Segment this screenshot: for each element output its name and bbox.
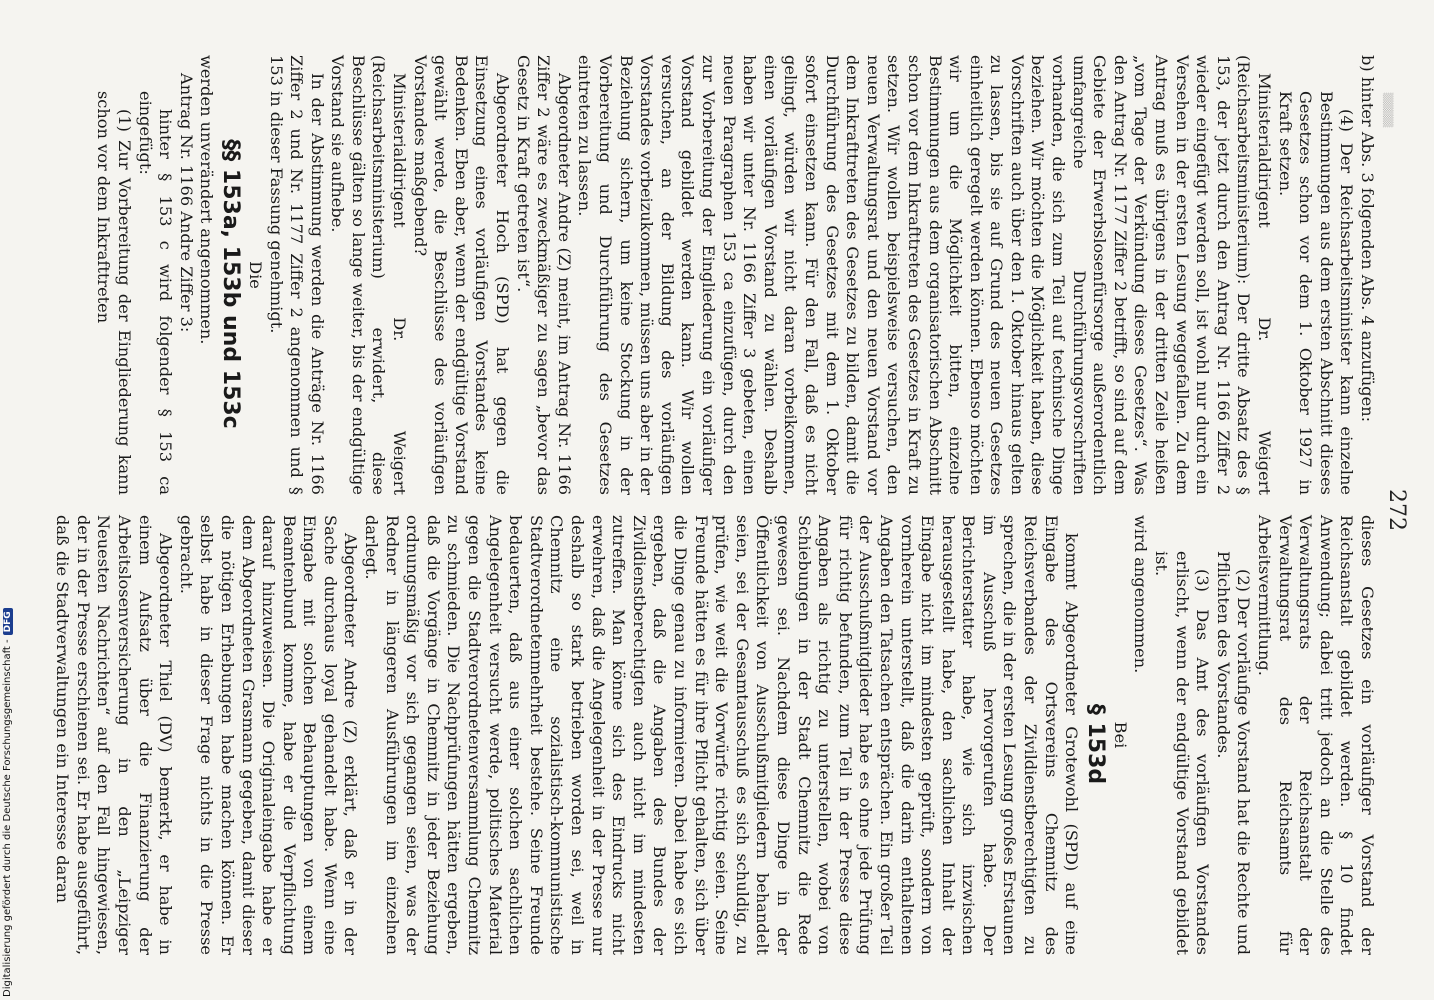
scanned-sheet bbox=[22, 0, 1434, 1000]
paragraph: (4) Der Reichsarbeitsminister kann einzelne Bestimmungen aus dem ersten Abschnitt dieses Gesetzes schon vor dem 1. Oktober 1927 in Kraft setzen. bbox=[1275, 91, 1357, 495]
paragraph: hinter § 153 c wird folgender § 153 ca eingefügt: bbox=[135, 91, 176, 495]
rotated-document-page bbox=[53, 40, 1409, 960]
credit-text: Digitalisierung gefördert durch die Deutsche Forschungsgemeinschaft - bbox=[2, 639, 13, 997]
paragraph: Antrag Nr. 1166 Andre Ziffer 3: bbox=[176, 73, 196, 333]
paragraph: Abgeordneter Hoch (SPD) hat gegen die Einsetzung eines vorläufigen Vorstandes keine Bedenken. Eben aber, wenn der endgültige Vorstand gewählt werde, die Beschlüsse des vorläufigen Vorstandes maßgebend? bbox=[410, 55, 513, 495]
paragraph: Abgeordneter Andre (Z) erklärt, daß er in der Sache durchaus loyal gehandelt habe. Wenn eine Eingabe mit solchen Behauptungen von einem Beamtenbund komme, habe er die Verpflichtung darauf hinzuweisen. Die Originaleingabe habe er dem Abgeordneten Grasmann gegeben, damit dieser die nötigen Erhebungen habe machen können. Er selbst habe in dieser Frage nichts in die Presse gebracht. bbox=[176, 515, 361, 955]
paragraph: dieses Gesetzes ein vorläufiger Vorstand der Reichsanstalt gebildet werden. § 10 findet Anwendung; dabei tritt jedoch an die Stelle des Verwaltungsrats der Reichsanstalt der Verwaltungsrat des Reichsamts für Arbeitsvermittlung. bbox=[1255, 515, 1377, 955]
paragraph: wird angenommen. bbox=[1131, 515, 1151, 674]
paragraph: Abgeordneter Andre (Z) meint, im Antrag Nr. 1166 Ziffer 2 wäre es zweckmäßiger zu sagen „bevor das Gesetz in Kraft getreten ist“. bbox=[513, 55, 574, 495]
paragraph: Abgeordneter Thiel (DV) bemerkt, er habe in einem Aufsatz über die Finanzierung der Arbeitslosenversicherung in den „Leipziger Neuesten Nachrichten“ auf den Fall hingewiesen, der in der Presse erschienen sei. Er habe ausgeführt, daß die Stadtverwaltungen ein Interesse daran bbox=[53, 515, 176, 955]
digitization-credit bbox=[2, 0, 13, 997]
paragraph: (2) Der vorläufige Vorstand hat die Rechte und Pflichten des Vorstandes. bbox=[1213, 551, 1254, 955]
page-number: 272 bbox=[1384, 489, 1409, 531]
paragraph: (3) Das Amt des vorläufigen Vorstandes erlischt, wenn der endgültige Vorstand gebildet ist. bbox=[1152, 551, 1213, 955]
text-column-right bbox=[53, 515, 1377, 955]
digitization-credit-strip bbox=[0, 0, 22, 1000]
paragraph: werden unverändert angenommen. bbox=[197, 55, 217, 345]
paragraph: Bei bbox=[1110, 721, 1130, 749]
text-column-left bbox=[94, 55, 1377, 495]
section-heading: §§ 153a, 153b und 153c bbox=[218, 139, 244, 429]
paragraph: (1) Zur Vorbereitung der Eingliederung kann schon vor dem Inkrafttreten bbox=[94, 91, 134, 495]
paragraph: In der Abstimmung werden die Anträge Nr. 1166 Ziffer 2 und Nr. 1177 Ziffer 2 angenommen und § 153 in dieser Fassung genehmigt. bbox=[266, 55, 327, 495]
paragraph: Ministerialdirigent Dr. Weigert (Reichsarbeitsministerium): Der dritte Absatz des § 153, der jetzt durch den Antrag Nr. 1166 Ziffer 2 wieder eingefügt werden soll, ist wohl nur durch ein Versehen in der ersten Lesung weggefallen. Zu dem Antrag muß es übrigens in der dritten Zeile heißen „vom Tage der Verkündung dieses Gesetzes“. Was den Antrag Nr. 1177 Ziffer 2 betrifft, so sind auf dem Gebiete der Erwerbslosenfürsorge außerordentlich umfangreiche Durchführungsvorschriften vorhanden, die sich zum Teil auf technische Dinge beziehen. Wir möchten die Möglichkeit haben, diese Vorschriften auch über den 1. Oktober hinaus gelten zu lassen, bis sie auf Grund des neuen Gesetzes einheitlich geregelt werden können. Ebenso möchten wir um die Möglichkeit bitten, einzelne Bestimmungen aus dem organisatorischen Abschnitt schon vor dem Inkrafttreten des Gesetzes in Kraft zu setzen. Wir wollen beispielsweise versuchen, den neuen Verwaltungsrat und den neuen Vorstand vor dem Inkrafttreten des Gesetzes zu bilden, damit die Durchführung des Gesetzes mit dem 1. Oktober sofort einsetzen kann. Für den Fall, daß es nicht gelingt, würden wir nicht daran vorbeikommen, einen vorläufigen Vorstand zu wählen. Deshalb haben wir unter Nr. 1166 Ziffer 3 gebeten, einen neuen Paragraphen 153 ca einzufügen, durch den zur Vorbereitung der Eingliederung ein vorläufiger Vorstand gebildet werden kann. Wir wollen versuchen, an der Bildung des vorläufigen Vorstandes vorbeizukommen, müssen uns aber in der Beziehung sichern, um keine Stockung in der Vorbereitung und Durchführung des Gesetzes eintreten zu lassen. bbox=[575, 55, 1275, 495]
section-heading: § 153d bbox=[1083, 703, 1109, 785]
paragraph: Die bbox=[245, 261, 265, 289]
paragraph: b) hinter Abs. 3 folgenden Abs. 4 anzufügen: bbox=[1358, 55, 1377, 423]
library-stamp: ▒▒▒▒▒ bbox=[1382, 92, 1392, 128]
paragraph: Ministerialdirigent Dr. Weigert (Reichsarbeitsministerium) erwidert, diese Beschlüsse gälten so lange weiter, bis der endgültige Vorstand sie aufhebe. bbox=[328, 55, 410, 495]
paragraph: kommt Abgeordneter Grotewohl (SPD) auf eine Eingabe des Ortsvereins Chemnitz des Reichsverbandes der Zivildienstberechtigten zu sprechen, die in der ersten Lesung großes Erstaunen im Ausschuß hervorgerufen habe. Der Berichterstatter habe, wie sich inzwischen herausgestellt habe, den sachlichen Inhalt der Eingabe nicht im mindesten geprüft, sondern von vornherein unterstellt, daß die darin enthaltenen Angaben den Tatsachen entsprächen. Ein großer Teil der Ausschußmitglieder habe es ohne jede Prüfung für richtig befunden, zum Teil in der Presse diese Angaben als richtig zu unterstellen, wobei von Schiebungen in der Stadt Chemnitz die Rede gewesen sei. Nachdem diese Dinge in der Öffentlichkeit von Ausschußmitgliedern behandelt seien, sei der Gesamtausschuß es sich schuldig, zu prüfen, wie weit die Vorwürfe richtig seien. Seine Freunde hätten es für ihre Pflicht gehalten, sich über die Dinge genau zu informieren. Dabei habe es sich ergeben, daß die Angaben des Bundes der Zivildienstberechtigten auch nicht im mindesten zutreffen. Man könne sich des Eindrucks nicht erwehren, daß die Angelegenheit in der Presse nur deshalb so stark betrieben worden sei, weil in Chemnitz eine sozialistisch-kommunistische Stadtverordnetenmehrheit bestehe. Seine Freunde bedauerten, daß aus einer solchen sachlichen Angelegenheit versucht werde, politisches Material gegen die Stadtverordnetenversammlung Chemnitz zu schmieden. Die Nachprüfungen hätten ergeben, daß die Vorgänge in Chemnitz in jeder Beziehung ordnungsmäßig vor sich gegangen seien, was der Redner in längeren Ausführungen im einzelnen darlegt. bbox=[362, 515, 1082, 955]
dfg-logo: DFG bbox=[3, 608, 13, 635]
